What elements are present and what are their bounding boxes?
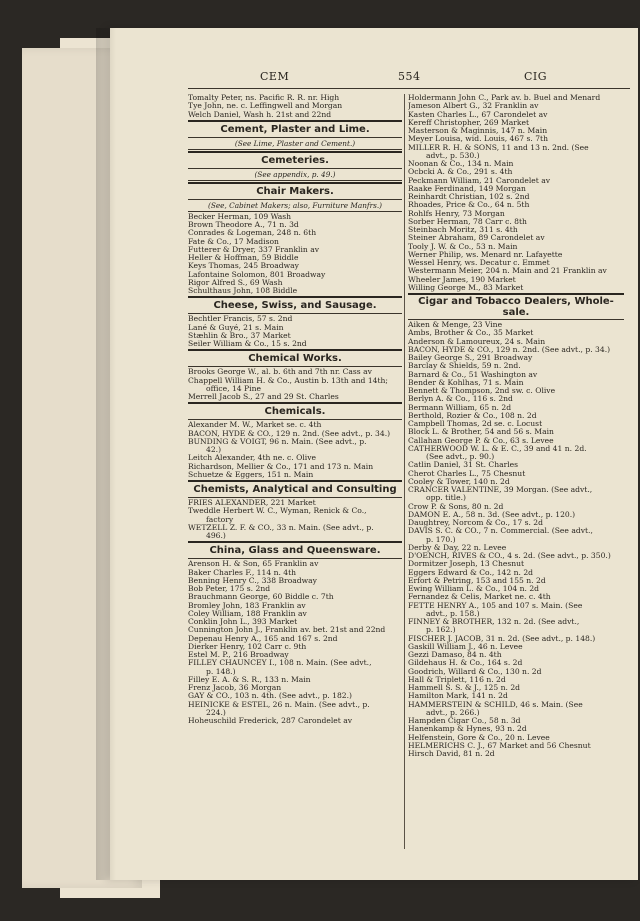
listing-entry: Lafontaine Solomon, 801 Broadway [188,270,326,279]
listing-continuation: p. 148.) [206,667,236,676]
listing-entry: Tomalty Peter, ns. Pacific R. R. nr. High [188,94,340,102]
listing-entry: Cunnington John J., Franklin av. bet. 21st and 22nd [188,626,386,635]
listing-entry: Kereff Christopher, 269 Market [408,118,530,127]
listing-entry: Crow P. & Sons, 80 n. 2d [408,502,504,511]
section-rule [188,182,402,184]
listing-entry: Meyer Louisa, wid. Louis, 467 s. 7th [408,135,548,144]
listing-entry: HAMMERSTEIN & SCHILD, 46 s. Main. (See [408,700,583,709]
listing-entry: Fernandez & Celis, Market ne. c. 4th [408,593,551,602]
listing-continuation: office, 14 Pine [206,384,261,393]
listing-entry: FRIES ALEXANDER, 221 Market [188,499,316,507]
listing-entry: Hammell S. S. & J., 125 n. 2d [408,684,521,692]
section-rule [188,120,402,122]
section-rule [188,151,402,153]
listing-entry: Sorber Herman, 78 Carr c. 8th [408,217,527,226]
listing-entry: Derby & Day, 22 n. Levee [408,543,507,552]
listing-entry: HEINICKE & ESTEL, 26 n. Main. (See advt., p. [188,700,370,709]
listing-entry: D'OENCH, RIVES & CO., 4 s. 2d. (See advt., p. 350.) [408,552,611,560]
left-column [188,94,402,725]
page-number: 554 [398,70,421,83]
listing-continuation: 496.) [206,532,226,540]
listing-entry: Tooly J. W. & Co., 53 n. Main [408,242,518,251]
listing-entry: Helfenstein, Gore & Co., 20 n. Levee [408,733,550,742]
listing-continuation: 224.) [206,708,226,717]
listing-entry: Goodrich, Willard & Co., 130 n. 2d [408,667,542,676]
listing-entry: Filley E. A. & S. R., 133 n. Main [188,675,311,684]
listing-entry: Baker Charles F., 114 n. 4th [188,568,297,577]
listing-entry: Richardson, Mellier & Co., 171 and 173 n. Main [188,462,374,471]
listing-entry: Bob Peter, 175 s. 2nd [188,585,271,593]
right-column [408,94,624,758]
listing-entry: Hoheuschild Frederick, 287 Carondelet av [188,717,353,725]
listing-entry: Stæhlin & Bro., 37 Market [188,331,291,340]
listing-entry: Gildehaus H. & Co., 164 s. 2d [408,659,523,668]
listing-entry: Lané & Guyé, 21 s. Main [188,323,284,332]
section-heading: Cement, Plaster and Lime. [220,123,370,135]
section-heading: Chair Makers. [256,185,334,197]
listing-entry: Jameson Albert G., 32 Franklin av [408,102,539,111]
note-rule [188,149,402,150]
section-rule [188,349,402,351]
heading-underline [188,419,402,420]
section-rule [188,541,402,543]
listing-entry: Seiler William & Co., 15 s. 2nd [188,340,307,348]
listing-continuation: advt., p. 530.) [426,151,480,160]
listing-entry: Masterson & Maginnis, 147 n. Main [408,127,548,135]
listing-entry: FILLEY CHAUNCEY I., 108 n. Main. (See advt., [188,659,372,668]
listing-entry: Tye John, ne. c. Leffingwell and Morgan [188,102,343,111]
listing-entry: Barclay & Shields, 59 n. 2nd. [408,362,521,371]
listing-entry: MILLER R. H. & SONS, 11 and 13 n. 2nd. (See [408,143,589,152]
listing-entry: Noonan & Co., 134 n. Main [408,160,514,168]
listing-entry: Werner Philip, ws. Menard nr. Lafayette [408,250,563,259]
listing-entry: Hall & Triplett, 116 n. 2d [408,675,506,684]
listing-entry: Fate & Co., 17 Madison [188,237,279,246]
listing-entry: Leitch Alexander, 4th ne. c. Olive [188,454,317,463]
listing-entry: Ocbcki A. & Co., 291 s. 4th [408,168,513,177]
cross-reference-note: (See, Cabinet Makers; also, Furniture Manfrs.) [207,200,383,210]
listing-entry: CRANCER VALENTINE, 39 Morgan. (See advt., [408,486,593,494]
listing-entry: Cooley & Tower, 140 n. 2d [408,477,510,486]
listing-continuation: advt., p. 266.) [426,708,480,717]
listing-continuation: (See advt., p. 90.) [426,453,495,461]
listing-entry: Hampden Cigar Co., 58 n. 3d [408,717,521,725]
listing-entry: Callahan George P. & Co., 63 s. Levee [408,436,554,445]
running-header [110,70,638,84]
listing-entry: Gezzi Damaso, 84 n. 4th [408,651,502,659]
listing-entry: Estel M. P., 216 Broadway [188,651,289,659]
listing-entry: Bender & Kohlhas, 71 s. Main [408,378,524,387]
listing-entry: Keys Thomas, 245 Broadway [188,262,299,271]
heading-underline [188,366,402,367]
listing-entry: Becker Herman, 109 Wash [188,212,292,221]
listing-entry: Erfort & Petring, 153 and 155 n. 2d [408,576,546,585]
listing-entry: Brooks George W., al. b. 6th and 7th nr. Cass av [188,368,372,377]
listing-entry: Cherot Charles L., 75 Chesnut [408,469,526,478]
listing-entry: Schuetze & Eggers, 151 n. Main [188,470,314,479]
note-rule [188,211,402,212]
listing-continuation: 42.) [206,446,222,454]
heading-underline [188,199,402,200]
listing-entry: Dormitzer Joseph, 13 Chesnut [408,560,525,569]
listing-entry: Brauchmann George, 60 Biddle c. 7th [188,593,334,602]
listing-entry: Conrades & Logeman, 248 n. 6th [188,229,317,238]
listing-entry: CATHERWOOD W. L. & E. C., 39 and 41 n. 2d. [408,444,587,453]
section-heading: China, Glass and Queensware. [209,545,381,557]
listing-entry: Rhoades, Price & Co., 64 n. 5th [408,201,530,210]
heading-underline [408,319,624,320]
section-rule [408,293,624,295]
listing-entry: Steinbach Moritz, 311 s. 4th [408,226,518,234]
listing-entry: Hanenkamp & Hynes, 93 n. 2d [408,725,527,734]
heading-underline [188,137,402,138]
listing-entry: Rigor Alfred S., 69 Wash [188,278,283,287]
listing-entry: Arenson H. & Son, 65 Franklin av [188,560,319,569]
listing-entry: WETZELL Z. F. & CO., 33 n. Main. (See advt., p. [188,523,374,532]
listing-entry: Alexander M. W., Market se. c. 4th [188,421,322,430]
listing-entry: Block L. & Brother, 54 and 56 s. Main [408,428,554,437]
section-heading: Chemists, Analytical and Consulting [193,484,397,495]
listing-entry: Raake Ferdinand, 149 Morgan [408,184,526,193]
listing-entry: HELMERICHS C. J., 67 Market and 56 Chesnut [408,741,591,750]
listing-entry: Reinhardt Christian, 102 s. 2nd [408,193,530,201]
listing-entry: Depenau Henry A., 165 and 167 s. 2nd [188,634,338,643]
listing-entry: Steiner Abraham, 89 Carondelet av [408,234,545,243]
section-rule [188,296,402,298]
cross-reference-note: (See appendix, p. 49.) [254,169,336,179]
listing-entry: Ewing William L. & Co., 104 n. 2d [408,585,540,593]
section-heading: Cigar and Tobacco Dealers, Whole- [418,296,614,307]
header-left-term: CEM [260,70,290,83]
listing-entry: Bennett & Thompson, 2nd sw. c. Olive [408,387,556,395]
section-heading: Cemeteries. [261,154,329,166]
listing-entry: Anderson & Lamoureux, 24 s. Main [408,337,546,346]
listing-entry: Merrell Jacob S., 27 and 29 St. Charles [188,393,339,401]
listing-entry: Eggers Edward & Co., 142 n. 2d [408,568,534,577]
heading-underline [188,168,402,169]
listing-entry: Barnard & Co., 51 Washington av [408,370,538,379]
listing-entry: FISCHER J. JACOB, 31 n. 2d. (See advt., p. 148.) [408,634,596,643]
listing-entry: Aiken & Menge, 23 Vine [408,321,503,329]
listing-entry: Benning Henry C., 338 Broadway [188,576,317,585]
listing-entry: Wessel Henry, ws. Decatur c. Emmet [408,259,550,267]
listing-entry: Holdermann John C., Park av. b. Buel and Menard [408,94,601,102]
listing-entry: FINNEY & BROTHER, 132 n. 2d. (See advt., [408,618,580,626]
listing-entry: Bromley John, 183 Franklin av [188,601,306,610]
listing-entry: Berlyn A. & Co., 116 s. 2nd [408,395,513,404]
listing-entry: Westermann Meier, 204 n. Main and 21 Franklin av [408,267,607,276]
listing-entry: Peckmann William, 21 Carondelet av [408,176,551,185]
listing-entry: BACON, HYDE & CO., 129 n. 2nd. (See advt., p. 34.) [188,429,391,438]
listing-entry: Bechtler Francis, 57 s. 2nd [188,315,293,324]
listing-entry: Heller & Hoffman, 59 Biddle [188,254,299,262]
note-rule [188,180,402,181]
listing-entry: Frenz Jacob, 36 Morgan [188,684,282,692]
listing-entry: Brown Theodore A., 71 n. 3d [188,221,299,229]
listing-entry: DAMON E. A., 58 n. 3d. (See advt., p. 120.) [408,510,576,519]
directory-page [110,28,638,880]
listing-entry: Coley William, 188 Franklin av [188,609,307,618]
header-right-term: CIG [524,70,548,83]
listing-entry: Wheeler James, 190 Market [408,275,516,284]
listing-entry: Hamilton Mark, 141 n. 2d [408,692,508,701]
listing-entry: Bermann William, 65 n. 2d [408,403,512,412]
listing-entry: Catlin Daniel, 31 St. Charles [408,461,519,470]
listing-entry: GAY & CO., 103 n. 4th. (See advt., p. 182.) [188,692,352,701]
listing-entry: Willing George M., 83 Market [408,283,524,292]
heading-underline [188,313,402,314]
listing-entry: DAVIS S. C. & CO., 7 n. Commercial. (See advt., [408,527,593,536]
listing-entry: Chappell William H. & Co., Austin b. 13th and 14th; [188,376,388,385]
listing-entry: Welch Daniel, Wash h. 21st and 22nd [188,110,332,119]
heading-underline [188,497,402,498]
listing-entry: BUNDING & VOIGT, 96 n. Main. (See advt., p. [188,437,367,446]
listing-entry: Campbell Thomas, 2d se. c. Locust [408,420,543,428]
listing-entry: Kasten Charles L., 67 Carondelet av [408,110,548,119]
listing-continuation: p. 170.) [426,535,456,544]
section-rule [188,480,402,482]
section-heading: Cheese, Swiss, and Sausage. [213,300,377,312]
listing-entry: Ambs, Brother & Co., 35 Market [408,329,534,338]
section-heading: Chemicals. [264,406,326,418]
listing-continuation: advt., p. 158.) [426,609,480,618]
binding-shadow [96,28,116,880]
listing-entry: BACON, HYDE & CO., 129 n. 2nd. (See advt., p. 34.) [408,345,611,354]
listing-entry: Rohlfs Henry, 73 Morgan [408,209,505,218]
listing-entry: FETTE HENRY A., 105 and 107 s. Main. (See [408,601,583,610]
listing-continuation: p. 162.) [426,626,456,635]
column-divider [404,94,405,849]
listing-entry: Bailey George S., 291 Broadway [408,354,533,362]
listing-entry: Daughtrey, Norcom & Co., 17 s. 2d [408,519,543,527]
listing-entry: Hirsch David, 81 n. 2d [408,750,495,758]
listing-continuation: factory [206,515,234,524]
header-rule [188,88,630,89]
listing-entry: Gaskill William J., 46 n. Levee [408,642,523,651]
section-rule [188,402,402,404]
listing-entry: Berthold, Rozier & Co., 108 n. 2d [408,411,537,420]
section-heading: sale. [502,307,530,318]
listing-entry: Schulthaus John, 108 Biddle [188,287,298,295]
listing-entry: Tweddle Herbert W. C., Wyman, Renick & Co., [188,507,367,516]
listing-continuation: opp. title.) [426,494,466,503]
listing-entry: Conklin John L., 393 Market [188,618,298,626]
listing-entry: Futterer & Dryer, 337 Franklin av [188,245,320,254]
listing-entry: Dierker Henry, 102 Carr c. 9th [188,642,307,651]
cross-reference-note: (See Lime, Plaster and Cement.) [234,138,356,148]
section-heading: Chemical Works. [248,353,342,365]
heading-underline [188,558,402,559]
